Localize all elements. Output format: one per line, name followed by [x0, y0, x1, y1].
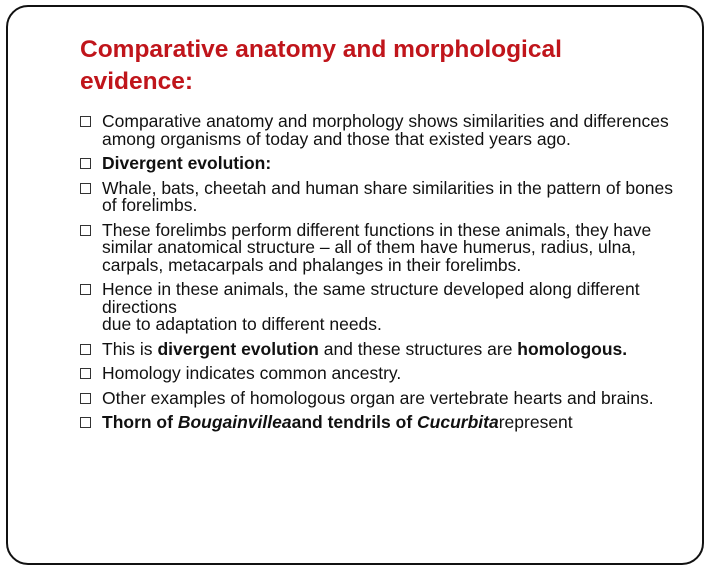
list-item	[80, 338, 680, 359]
bullet-text: Other examples of homologous organ are vertebrate hearts and brains.	[102, 387, 654, 408]
slide-title: Comparative anatomy and morphological evidence:	[80, 36, 562, 95]
bullet-text-continued: due to adaptation to different needs.	[102, 314, 382, 334]
bullet-text: Whale, bats, cheetah and human share similarities in the pattern of bones of forelimbs.	[102, 177, 674, 215]
bold-term: divergent evolution	[157, 338, 319, 359]
list-item	[80, 113, 680, 148]
bold-term: homologous.	[517, 338, 628, 359]
checkbox-bullet-icon	[80, 417, 91, 428]
list-item	[80, 219, 680, 275]
genus-name: Bougainvillea	[177, 412, 292, 432]
bullet-text: and these structures are	[318, 338, 518, 359]
bullet-text: This is	[102, 338, 158, 359]
checkbox-bullet-icon	[80, 368, 91, 379]
list-item	[80, 155, 680, 173]
bullet-text: represent	[498, 412, 573, 432]
checkbox-bullet-icon	[80, 225, 91, 236]
list-item	[80, 414, 680, 432]
bullet-text: These forelimbs perform different functions in these animals, they have similar anatomical structure – all of them have humerus, radius, ulna, carpals, metacarpals and phalanges in their forelimbs.	[102, 219, 652, 275]
checkbox-bullet-icon	[80, 158, 91, 169]
checkbox-bullet-icon	[80, 116, 91, 127]
bullet-text: Comparative anatomy and morphology shows similarities and differences among organisms of today and those that existed years ago.	[102, 111, 669, 149]
list-item	[80, 365, 680, 383]
checkbox-bullet-icon	[80, 393, 91, 404]
bold-term: and tendrils of	[291, 412, 418, 432]
bold-term: Thorn of	[102, 412, 178, 432]
list-item	[80, 281, 680, 334]
checkbox-bullet-icon	[80, 183, 91, 194]
genus-name: Cucurbita	[417, 412, 499, 432]
bullet-text: Divergent evolution:	[102, 153, 272, 173]
list-item	[80, 387, 680, 408]
list-item	[80, 177, 680, 215]
bullet-list	[80, 113, 680, 439]
checkbox-bullet-icon	[80, 284, 91, 295]
bullet-text: Homology indicates common ancestry.	[102, 363, 402, 383]
bullet-text: Hence in these animals, the same structure developed along different directions	[102, 279, 640, 317]
checkbox-bullet-icon	[80, 344, 91, 355]
